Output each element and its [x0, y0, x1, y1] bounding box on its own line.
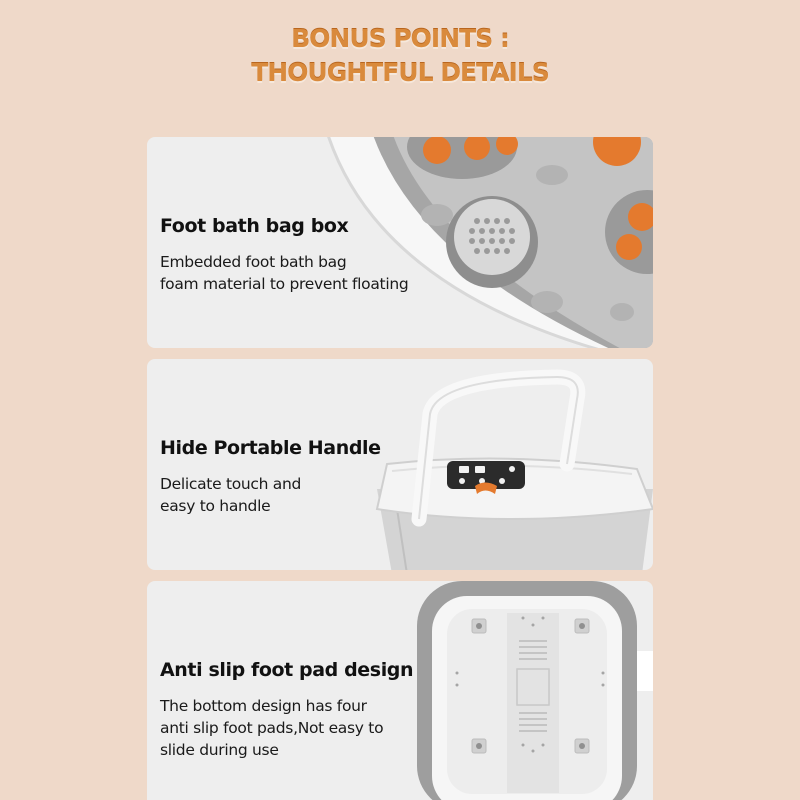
page-header [0, 22, 800, 90]
feature-text-1 [160, 215, 408, 295]
feature-description-line: Delicate touch and [160, 475, 302, 493]
header-title-line-1: BONUS POINTS : [291, 24, 509, 53]
feature-description-line: The bottom design has four [160, 697, 367, 715]
feature-description-line: anti slip foot pads,Not easy to [160, 719, 384, 737]
foot-bath-bottom-image [397, 581, 653, 800]
feature-card-foot-bath-bag [147, 137, 653, 348]
foot-bath-handle-image [367, 359, 653, 570]
feature-description-line: Embedded foot bath bag [160, 253, 347, 271]
header-title-line-2: THOUGHTFUL DETAILS [251, 58, 549, 87]
feature-title: Foot bath bag box [160, 215, 349, 237]
feature-card-portable-handle [147, 359, 653, 570]
feature-text-3 [160, 659, 413, 761]
feature-card-anti-slip [147, 581, 653, 800]
feature-description-line: slide during use [160, 741, 279, 759]
feature-description-line: easy to handle [160, 497, 271, 515]
feature-title: Hide Portable Handle [160, 437, 381, 459]
feature-title: Anti slip foot pad design [160, 659, 414, 681]
feature-description-line: foam material to prevent floating [160, 275, 409, 293]
feature-text-2 [160, 437, 381, 517]
